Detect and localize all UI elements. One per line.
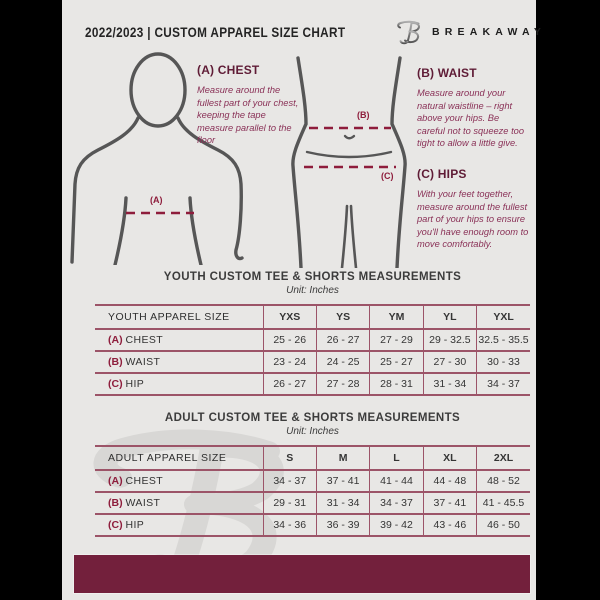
page-title: 2022/2023 | CUSTOM APPAREL SIZE CHART (85, 24, 346, 40)
chest-guide-text: Measure around the fullest part of your chest, keeping the tape measure parallel to the floor (197, 85, 299, 146)
chest-guide-heading: (A) CHEST (197, 63, 260, 77)
hips-guide (417, 167, 529, 251)
cell: 43 - 46 (423, 514, 476, 536)
chest-guide (197, 63, 301, 147)
cell: 25 - 26 (263, 329, 316, 351)
youth-size-col-header: YOUTH APPAREL SIZE (108, 311, 230, 323)
cell: 37 - 41 (316, 470, 369, 492)
cell: 31 - 34 (316, 492, 369, 514)
size-col-xl: XL (423, 446, 476, 470)
waist-guide (417, 66, 529, 150)
cell: 27 - 29 (370, 329, 423, 351)
chest-line-label: (A) (150, 195, 163, 205)
breakaway-logo-icon (395, 16, 425, 48)
row-prefix: (C) (108, 378, 123, 390)
adult-size-table (95, 445, 530, 537)
size-col-m: M (316, 446, 369, 470)
cell: 24 - 25 (316, 351, 369, 373)
adult-table-section (95, 412, 530, 537)
cell: 41 - 44 (370, 470, 423, 492)
brand-name: BREAKAWAY (431, 26, 547, 38)
hips-guide-text: With your feet together, measure around the fullest part of your hips to ensure you'll have enough room to move comfortably. (417, 189, 529, 250)
cell: 46 - 50 (477, 514, 530, 536)
row-label: HIP (125, 519, 145, 531)
cell: 29 - 32.5 (423, 329, 476, 351)
size-col-yxs: YXS (263, 305, 316, 329)
row-label: CHEST (125, 334, 164, 346)
cell: 48 - 52 (477, 470, 530, 492)
adult-header-row (95, 446, 530, 470)
adult-table-unit: Unit: Inches (286, 426, 339, 437)
size-col-l: L (370, 446, 423, 470)
cell: 41 - 45.5 (477, 492, 530, 514)
size-col-yxl: YXL (477, 305, 530, 329)
row-prefix: (A) (108, 475, 123, 487)
cell: 34 - 36 (263, 514, 316, 536)
cell: 39 - 42 (370, 514, 423, 536)
row-prefix: (C) (108, 519, 123, 531)
cell: 37 - 41 (423, 492, 476, 514)
cell: 32.5 - 35.5 (477, 329, 530, 351)
row-prefix: (A) (108, 334, 123, 346)
cell: 44 - 48 (423, 470, 476, 492)
adult-table-title: ADULT CUSTOM TEE & SHORTS MEASUREMENTS (164, 412, 461, 424)
cell: 34 - 37 (263, 470, 316, 492)
header (62, 0, 547, 50)
waist-line-label: (B) (357, 110, 370, 120)
row-prefix: (B) (108, 497, 123, 509)
waist-guide-text: Measure around your natural waistline – right above your hips. Be careful not to squeeze too tight to allow a little give. (417, 88, 524, 149)
youth-header-row (95, 305, 530, 329)
hips-outline-icon (285, 56, 413, 268)
youth-table-section (95, 271, 530, 396)
table-row (95, 351, 530, 373)
row-label: WAIST (125, 356, 161, 368)
hips-guide-heading: (C) HIPS (417, 167, 467, 181)
row-label: HIP (125, 378, 145, 390)
cell: 29 - 31 (263, 492, 316, 514)
youth-table-unit: Unit: Inches (286, 285, 339, 296)
table-row (95, 470, 530, 492)
table-row (95, 514, 530, 536)
cell: 26 - 27 (316, 329, 369, 351)
size-col-yl: YL (423, 305, 476, 329)
adult-size-col-header: ADULT APPAREL SIZE (108, 452, 227, 464)
hips-line-label: (C) (381, 171, 394, 181)
youth-table-title: YOUTH CUSTOM TEE & SHORTS MEASUREMENTS (163, 271, 462, 283)
cell: 30 - 33 (477, 351, 530, 373)
cell: 28 - 31 (370, 373, 423, 395)
brand-lockup (395, 16, 546, 48)
table-row (95, 492, 530, 514)
cell: 26 - 27 (263, 373, 316, 395)
cell: 36 - 39 (316, 514, 369, 536)
cell: 34 - 37 (370, 492, 423, 514)
waist-guide-heading: (B) WAIST (417, 66, 477, 80)
hips-figure (285, 56, 413, 268)
size-col-ys: YS (316, 305, 369, 329)
cell: 31 - 34 (423, 373, 476, 395)
row-label: WAIST (125, 497, 161, 509)
cell: 34 - 37 (477, 373, 530, 395)
size-col-s: S (263, 446, 316, 470)
size-col-2xl: 2XL (477, 446, 530, 470)
cell: 27 - 28 (316, 373, 369, 395)
cell: 23 - 24 (263, 351, 316, 373)
table-row (95, 329, 530, 351)
footer-bar (74, 555, 530, 593)
size-chart-page (62, 0, 547, 600)
youth-size-table (95, 304, 530, 396)
cell: 27 - 30 (423, 351, 476, 373)
size-col-ym: YM (370, 305, 423, 329)
row-label: CHEST (125, 475, 164, 487)
cell: 25 - 27 (370, 351, 423, 373)
table-row (95, 373, 530, 395)
row-prefix: (B) (108, 356, 123, 368)
